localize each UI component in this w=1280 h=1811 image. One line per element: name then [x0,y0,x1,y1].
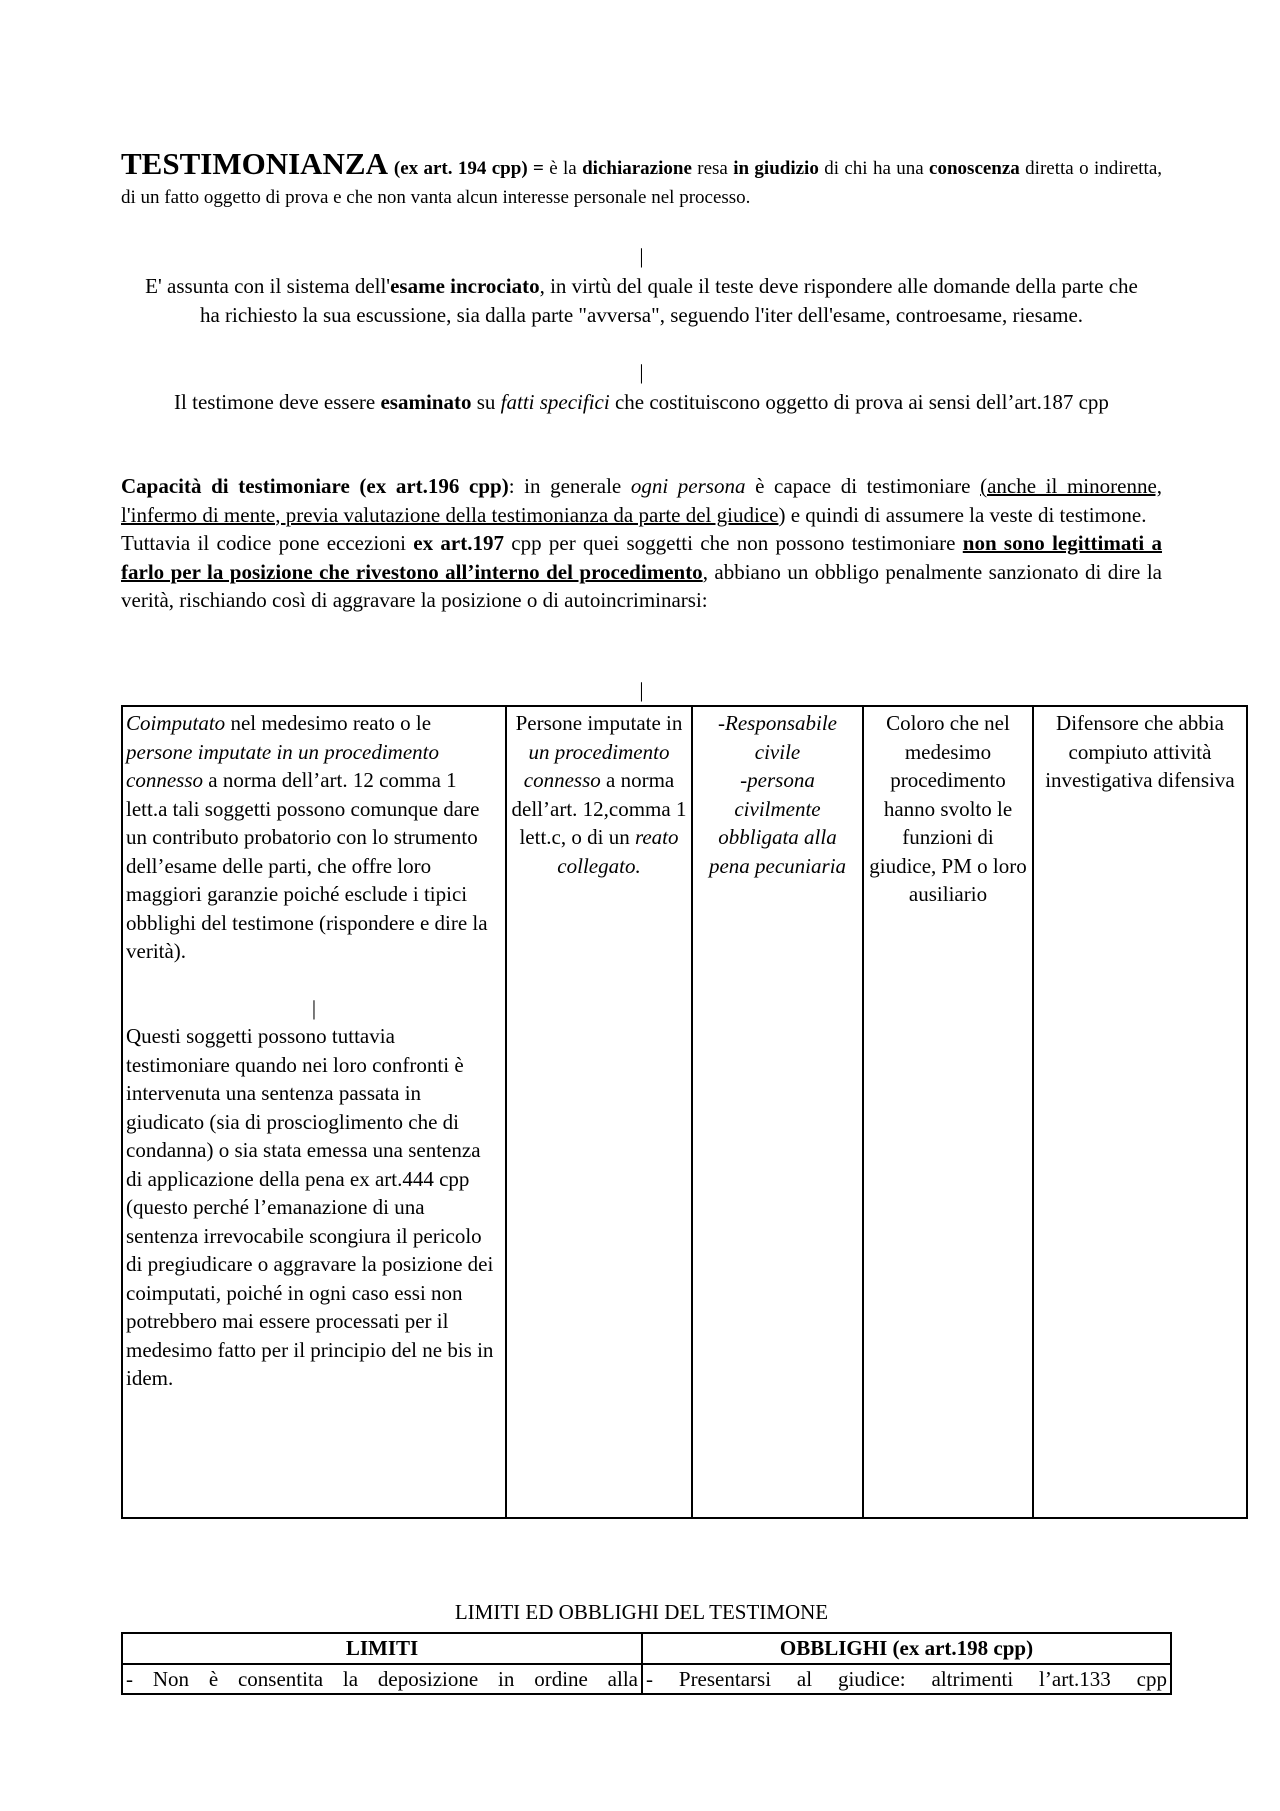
document-title: TESTIMONIANZA [121,146,388,181]
header-limiti: LIMITI [122,1633,642,1664]
separator: | [639,360,644,384]
cell-difensore: Difensore che abbia compiuto attività investigativa difensiva [1033,706,1247,1518]
limiti-obblighi-table [121,1632,1172,1695]
esaminato-paragraph: Il testimone deve essere esaminato su fatti specifici che costituiscono oggetto di prova ai sensi dell’art.187 cpp [174,390,1109,414]
intro-paragraph: TESTIMONIANZA (ex art. 194 cpp) = è la dichiarazione resa in giudizio di chi ha una conoscenza diretta o indiretta, di un fatto oggetto di prova e che non vanta alcun interesse personale nel processo. [121,146,1163,208]
cell-responsabile-civile: -Responsabile civile -persona civilmente obbligata alla pena pecuniaria [692,706,863,1518]
cell-coimputato: Coimputato nel medesimo reato o le persone imputate in un procedimento connesso a norma dell’art. 12 comma 1 lett.a tali soggetti possono comunque dare un contributo probatorio con lo strumento dell’esame delle parti, che offre loro maggiori garanzie poiché esclude i tipici obblighi del testimone (rispondere e dire la verità). | Questi soggetti possono tuttavia testimoniare quando nei loro confronti è intervenuta una sentenza passata in giudicato (sia di proscioglimento che di condanna) o sia stata emessa una sentenza di applicazione della pena ex art.444 cpp (questo perché l’emanazione di una sentenza irrevocabile scongiura il pericolo di pregiudicare o aggravare la posizione dei coimputati, poiché in ogni caso essi non potrebbero mai essere processati per il medesimo fatto per il principio del ne bis in idem. [122,706,506,1518]
separator: | [311,995,317,1020]
header-obblighi: OBBLIGHI (ex art.198 cpp) [642,1633,1171,1664]
cell-limiti: - Non è consentita la deposizione in ordine alla [122,1664,642,1695]
capacita-paragraph: Capacità di testimoniare (ex art.196 cpp): in generale ogni persona è capace di testimoniare (anche il minorenne, l'infermo di mente, previa valutazione della testimonianza da parte del giudice) e quindi di assumere la veste di testimone. Tuttavia il codice pone eccezioni ex art.197 cpp per quei soggetti che non possono testimoniare non sono legittimati a farlo per la posizione che rivestono all’interno del procedimento, abbiano un obbligo penalmente sanzionato di dire la verità, rischiando così di aggravare la posizione o di autoincriminarsi: [121,474,1163,612]
cell-giudice-pm: Coloro che nel medesimo procedimento hanno svolto le funzioni di giudice, PM o loro ausiliario [863,706,1033,1518]
cell-persone-imputate: Persone imputate in un procedimento connesso a norma dell’art. 12,comma 1 lett.c, o di un reato collegato. [506,706,692,1518]
esame-paragraph: E' assunta con il sistema dell'esame incrociato, in virtù del quale il teste deve rispondere alle domande della parte che ha richiesto la sua escussione, sia dalla parte "avversa", seguendo l'iter dell'esame, controesame, riesame. [145,274,1138,327]
separator: | [639,678,644,702]
table2-caption: LIMITI ED OBBLIGHI DEL TESTIMONE [454,1600,829,1624]
cell-obblighi: - Presentarsi al giudice: altrimenti l’art.133 cpp [642,1664,1171,1695]
incompatibility-table [121,705,1248,1519]
separator: | [639,244,644,268]
